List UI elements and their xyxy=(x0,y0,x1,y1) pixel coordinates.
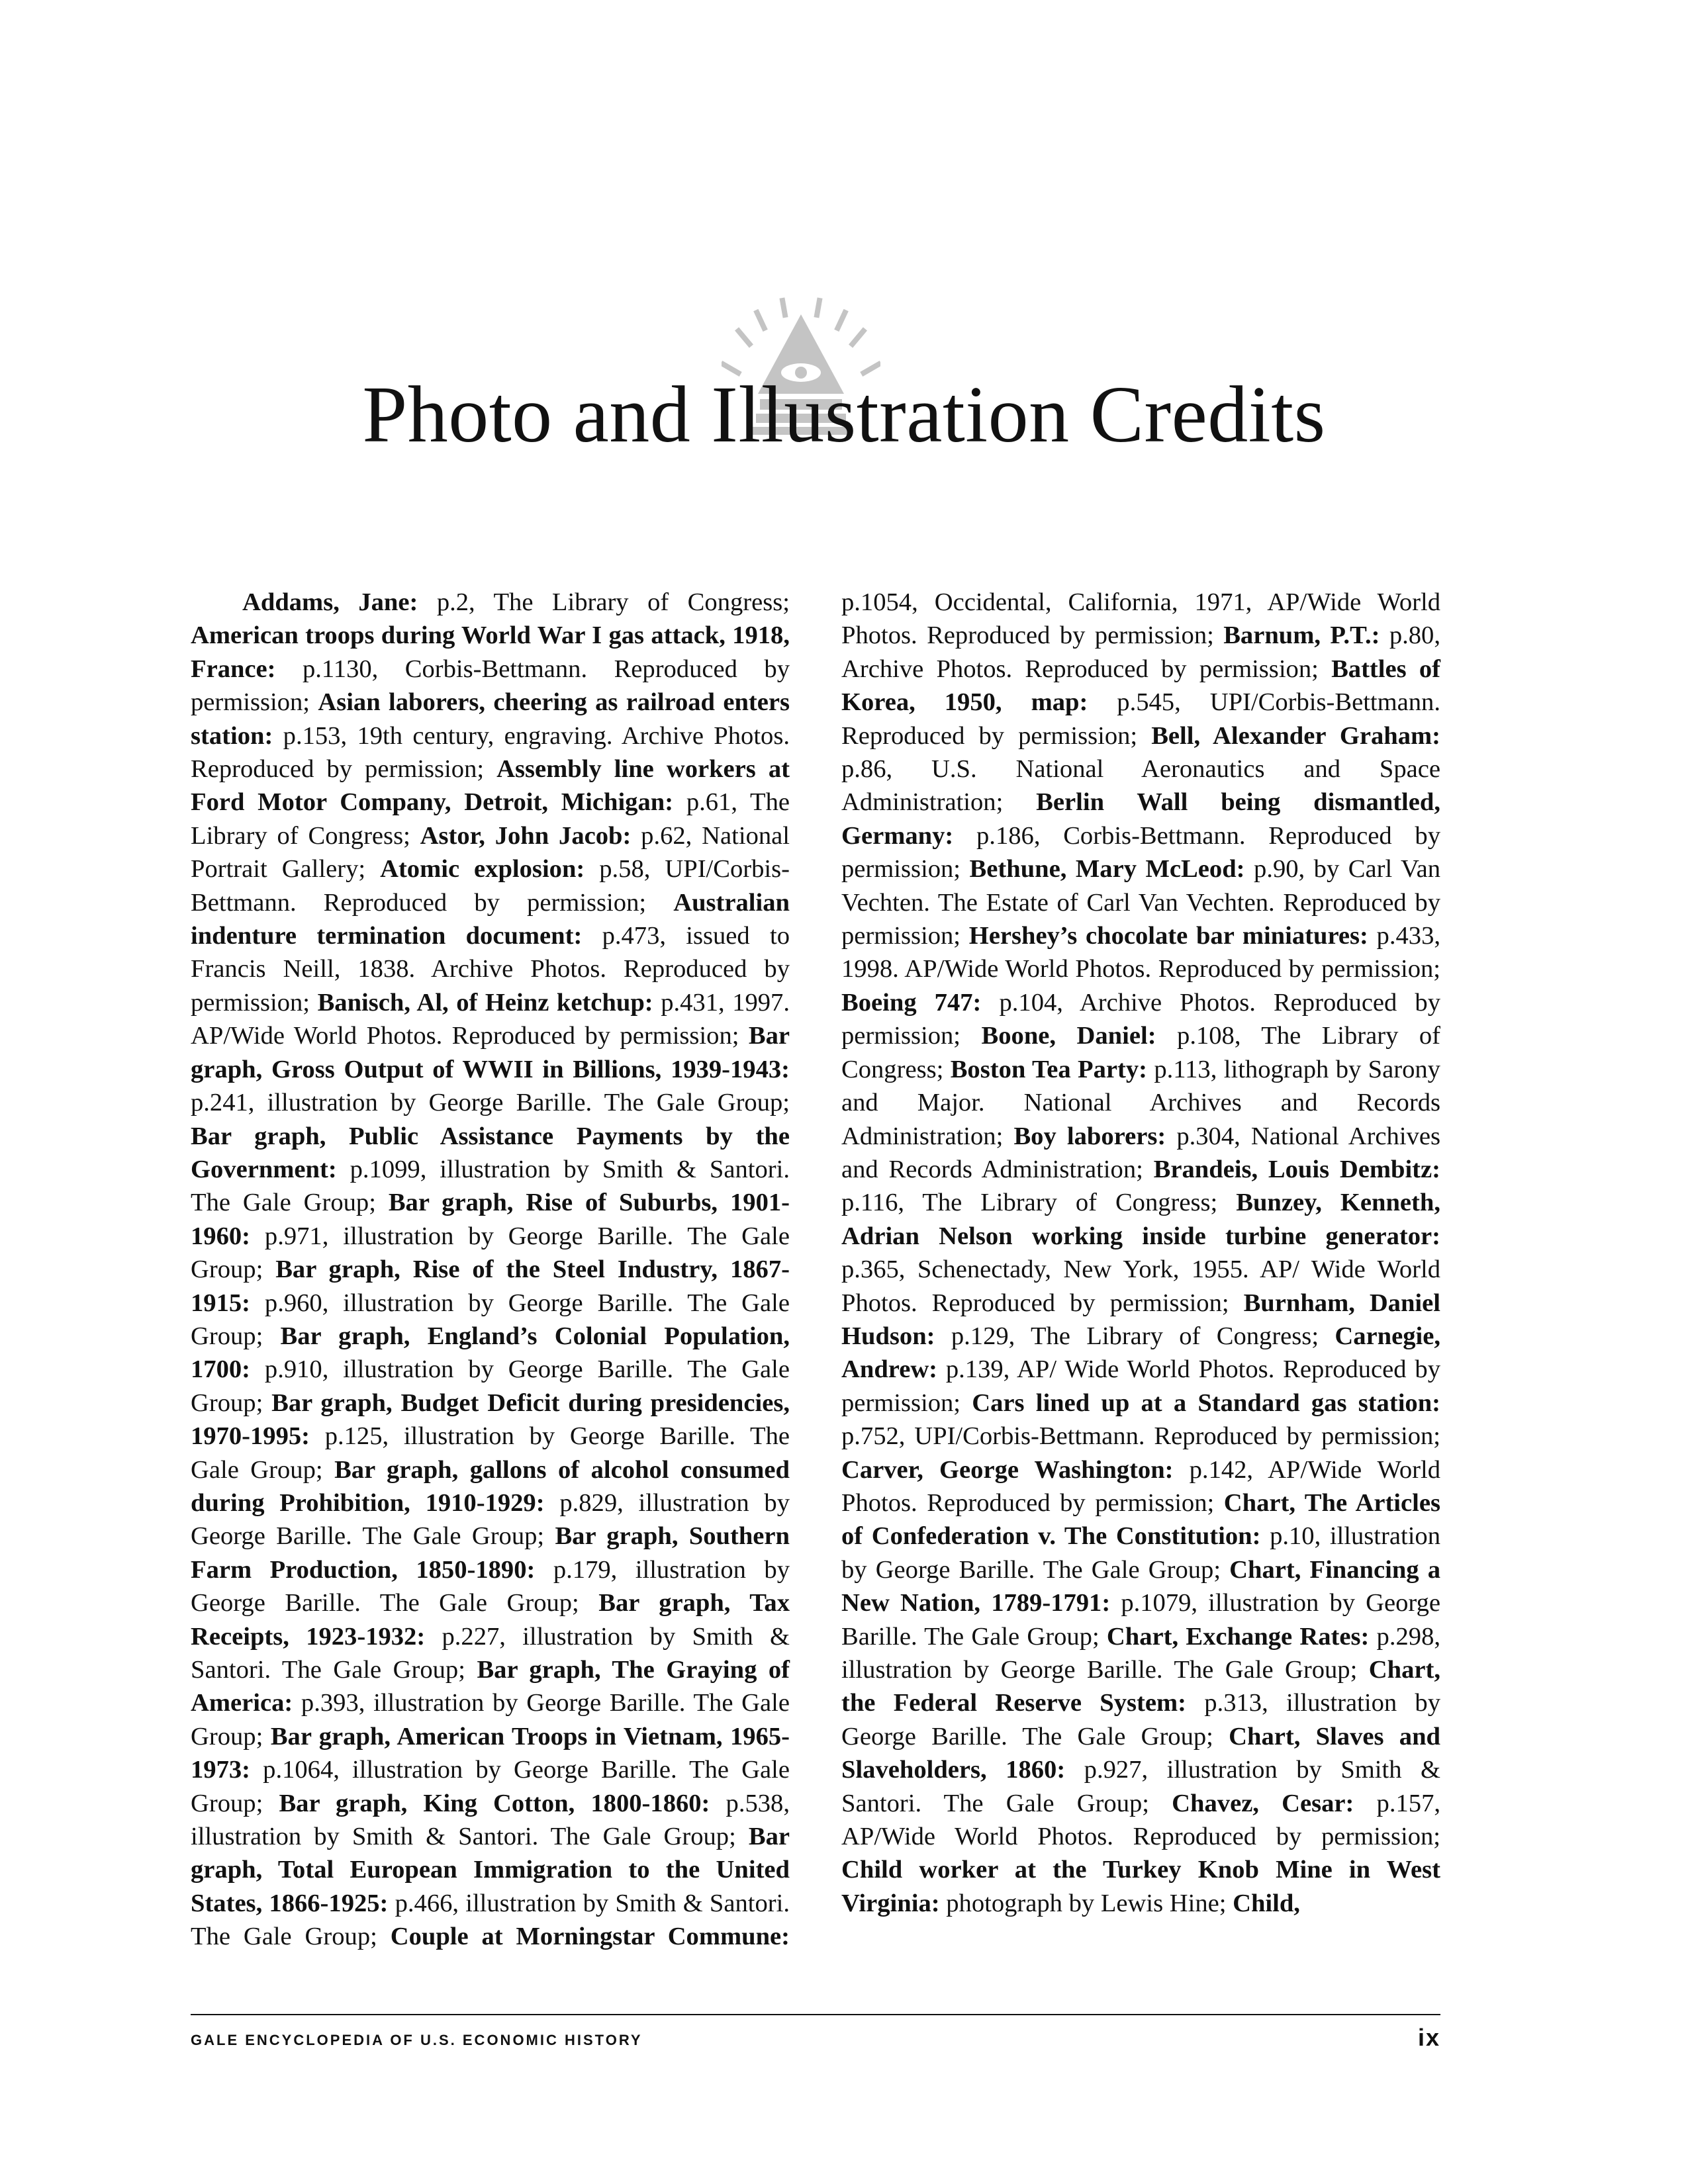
credit-source: p.58, UPI/Corbis-Bettmann. Reproduced by permission; xyxy=(191,855,790,917)
credit-subject: Chavez, Cesar: xyxy=(1172,1789,1354,1817)
credit-subject: Bar graph, Rise of the Steel Industry, 1867-1915: xyxy=(191,1255,790,1317)
credit-source: p.153, 19th century, engraving. Archive Photos. Reproduced by permission; xyxy=(191,721,790,784)
credit-subject: Chart, Exchange Rates: xyxy=(1106,1622,1370,1651)
footer-rule xyxy=(191,2014,1440,2015)
credit-source: p.1054, Occidental, California, 1971, AP/Wide World Photos. Reproduced by permission; xyxy=(841,588,1440,650)
credit-subject: Boone, Daniel: xyxy=(981,1022,1156,1050)
credit-subject: Child, xyxy=(1233,1889,1300,1917)
credit-source: p.752, UPI/Corbis-Bettmann. Reproduced by permission; xyxy=(841,1422,1440,1451)
credit-subject: Atomic explosion: xyxy=(380,855,585,884)
credit-subject: Bunzey, Kenneth, Adrian Nelson working inside turbine generator: xyxy=(841,1189,1440,1250)
credit-source: p.90, by Carl Van Vechten. The Estate of Carl Van Vechten. Reproduced by permission; xyxy=(841,855,1441,950)
credit-source: p.116, The Library of Congress; xyxy=(841,1189,1237,1217)
credit-source: p.960, illustration by George Barille. The Gale Group; xyxy=(191,1289,790,1350)
credit-source: p.86, U.S. National Aeronautics and Space Administration; xyxy=(841,755,1440,817)
credit-entry xyxy=(841,1856,1440,1917)
credit-source: p.473, issued to Francis Neill, 1838. Archive Photos. Reproduced by permission; xyxy=(191,922,790,1017)
credit-source: p.829, illustration by George Barille. The Gale Group; xyxy=(191,1488,790,1551)
credit-subject: Australian indenture termination document: xyxy=(191,888,790,950)
credit-subject: Couple at Morningstar Commune: xyxy=(390,1923,790,1951)
page-number: ix xyxy=(1417,2024,1440,2051)
credit-source: p.545, UPI/Corbis-Bettmann. Reproduced by permission; xyxy=(841,688,1440,750)
credits-text xyxy=(191,586,1440,1969)
page-title: Photo and Illustration Credits xyxy=(362,370,1326,459)
credit-source: p.1130, Corbis-Bettmann. Reproduced by permission; xyxy=(191,655,790,717)
credit-source: p.125, illustration by George Barille. The Gale Group; xyxy=(191,1422,790,1484)
credit-entry xyxy=(242,588,790,616)
credit-subject: Bar graph, Public Assistance Payments by the Government: xyxy=(191,1122,790,1183)
credit-subject: Assembly line workers at Ford Motor Company, Detroit, Michigan: xyxy=(191,755,790,817)
credit-source: p.304, National Archives and Records Administration; xyxy=(841,1122,1440,1183)
credit-source: p.80, Archive Photos. Reproduced by permission; xyxy=(841,621,1440,683)
credit-subject: Bar graph, England’s Colonial Population, 1700: xyxy=(191,1322,790,1384)
credit-source: p.365, Schenectady, New York, 1955. AP/ Wide World Photos. Reproduced by permission; xyxy=(841,1255,1440,1317)
credit-source: p.466, illustration by Smith & Santori. The Gale Group; xyxy=(191,1889,790,1951)
credit-source: photograph by Lewis Hine; xyxy=(939,1889,1233,1917)
credit-source: p.62, National Portrait Gallery; xyxy=(191,821,790,884)
credit-source: p.910, illustration by George Barille. The Gale Group; xyxy=(191,1355,790,1417)
credit-subject: Boy laborers: xyxy=(1013,1122,1166,1150)
credit-subject: Chart, The Articles of Confederation v. The Constitution: xyxy=(841,1488,1440,1551)
credit-subject: Bar graph, King Cotton, 1800-1860: xyxy=(279,1789,710,1817)
credit-subject: Bar graph, Tax Receipts, 1923-1932: xyxy=(191,1589,790,1651)
credit-source: p.927, illustration by Smith & Santori. The Gale Group; xyxy=(841,1756,1440,1817)
credit-subject: Brandeis, Louis Dembitz: xyxy=(1153,1155,1440,1183)
credit-subject: Bar graph, The Graying of America: xyxy=(191,1656,790,1717)
credit-source: p.298, illustration by George Barille. The Gale Group; xyxy=(841,1622,1440,1684)
credit-source: p.393, illustration by George Barille. The Gale Group; xyxy=(191,1689,790,1751)
credit-subject: Boston Tea Party: xyxy=(950,1055,1147,1083)
credit-subject: Chart, Financing a New Nation, 1789-1791: xyxy=(841,1555,1440,1617)
credit-subject: Barnum, P.T.: xyxy=(1223,621,1380,650)
credit-source: p.129, The Library of Congress; xyxy=(935,1322,1335,1350)
credit-source: p.10, illustration by George Barille. The Gale Group; xyxy=(841,1522,1440,1584)
credit-entry xyxy=(191,1790,790,1850)
credit-subject: Bar graph, Southern Farm Production, 1850-1890: xyxy=(191,1522,790,1584)
credit-subject: Hershey’s chocolate bar miniatures: xyxy=(968,922,1368,950)
credit-subject: Astor, John Jacob: xyxy=(420,821,632,850)
credit-subject: Cars lined up at a Standard gas station: xyxy=(972,1388,1440,1417)
credit-source: p.113, lithograph by Sarony and Major. National Archives and Records Administration; xyxy=(841,1055,1440,1150)
credit-source: p.1064, illustration by George Barille. The Gale Group; xyxy=(191,1756,790,1817)
credit-source: p.433, 1998. AP/Wide World Photos. Reproduced by permission; xyxy=(841,922,1441,983)
credit-subject: Bar graph, gallons of alcohol consumed during Prohibition, 1910-1929: xyxy=(191,1455,790,1517)
credits-paragraph xyxy=(191,586,1440,1969)
credit-subject: Bar graph, Budget Deficit during presidencies, 1970-1995: xyxy=(191,1388,790,1451)
credit-subject: Carnegie, Andrew: xyxy=(841,1322,1440,1384)
credit-subject: American troops during World War I gas attack, 1918, France: xyxy=(191,621,790,683)
credit-source: p.227, illustration by Smith & Santori. The Gale Group; xyxy=(191,1622,790,1684)
credit-source: p.2, The Library of Congress; xyxy=(418,588,790,616)
credit-subject: Bell, Alexander Graham: xyxy=(1151,721,1440,750)
credit-source: p.108, The Library of Congress; xyxy=(841,1022,1441,1083)
credit-subject: Berlin Wall being dismantled, Germany: xyxy=(841,788,1440,850)
credit-subject: Bar graph, Total European Immigration to the United States, 1866-1925: xyxy=(191,1823,790,1917)
credit-subject: Child worker at the Turkey Knob Mine in West Virginia: xyxy=(841,1856,1440,1917)
credit-source: p.61, The Library of Congress; xyxy=(191,788,790,850)
credit-source: p.104, Archive Photos. Reproduced by permission; xyxy=(841,988,1440,1050)
credit-source: p.1079, illustration by George Barille. The Gale Group; xyxy=(841,1589,1440,1651)
credit-source: p.1099, illustration by Smith & Santori. The Gale Group; xyxy=(191,1155,790,1217)
credit-source: p.431, 1997. AP/Wide World Photos. Reproduced by permission; xyxy=(191,988,790,1050)
credit-subject: Chart, Slaves and Slaveholders, 1860: xyxy=(841,1722,1440,1784)
footer-title: GALE ENCYCLOPEDIA OF U.S. ECONOMIC HISTORY xyxy=(191,2032,643,2048)
credit-source: p.971, illustration by George Barille. The Gale Group; xyxy=(191,1222,790,1284)
credit-subject: Chart, the Federal Reserve System: xyxy=(841,1656,1440,1717)
credit-subject: Battles of Korea, 1950, map: xyxy=(841,655,1440,717)
credit-source: p.313, illustration by George Barille. The Gale Group; xyxy=(841,1689,1440,1751)
credit-subject: Bar graph, Rise of Suburbs, 1901-1960: xyxy=(191,1189,790,1250)
credit-source: p.241, illustration by George Barille. The Gale Group; xyxy=(191,1089,790,1117)
credit-subject: Boeing 747: xyxy=(841,988,982,1017)
credit-source: p.538, illustration by Smith & Santori. The Gale Group; xyxy=(191,1789,790,1851)
credit-source: p.179, illustration by George Barille. The Gale Group; xyxy=(191,1555,790,1617)
credit-subject: Addams, Jane: xyxy=(242,588,418,616)
credit-source: p.139, AP/ Wide World Photos. Reproduced by permission; xyxy=(841,1355,1440,1417)
credit-source: p.157, AP/Wide World Photos. Reproduced by permission; xyxy=(841,1789,1441,1851)
credit-subject: Carver, George Washington: xyxy=(841,1455,1174,1484)
credit-subject: Banisch, Al, of Heinz ketchup: xyxy=(317,988,653,1017)
credit-subject: Burnham, Daniel Hudson: xyxy=(841,1289,1440,1350)
credit-entry xyxy=(1233,1889,1300,1917)
credit-subject: Asian laborers, cheering as railroad enters station: xyxy=(191,688,790,750)
credit-subject: Bar graph, American Troops in Vietnam, 1965-1973: xyxy=(191,1722,790,1784)
credit-subject: Bethune, Mary McLeod: xyxy=(969,855,1245,884)
credit-source: p.142, AP/Wide World Photos. Reproduced by permission; xyxy=(841,1455,1440,1517)
credit-subject: Bar graph, Gross Output of WWII in Billions, 1939-1943: xyxy=(191,1022,790,1083)
credit-source: p.186, Corbis-Bettmann. Reproduced by permission; xyxy=(841,821,1440,884)
